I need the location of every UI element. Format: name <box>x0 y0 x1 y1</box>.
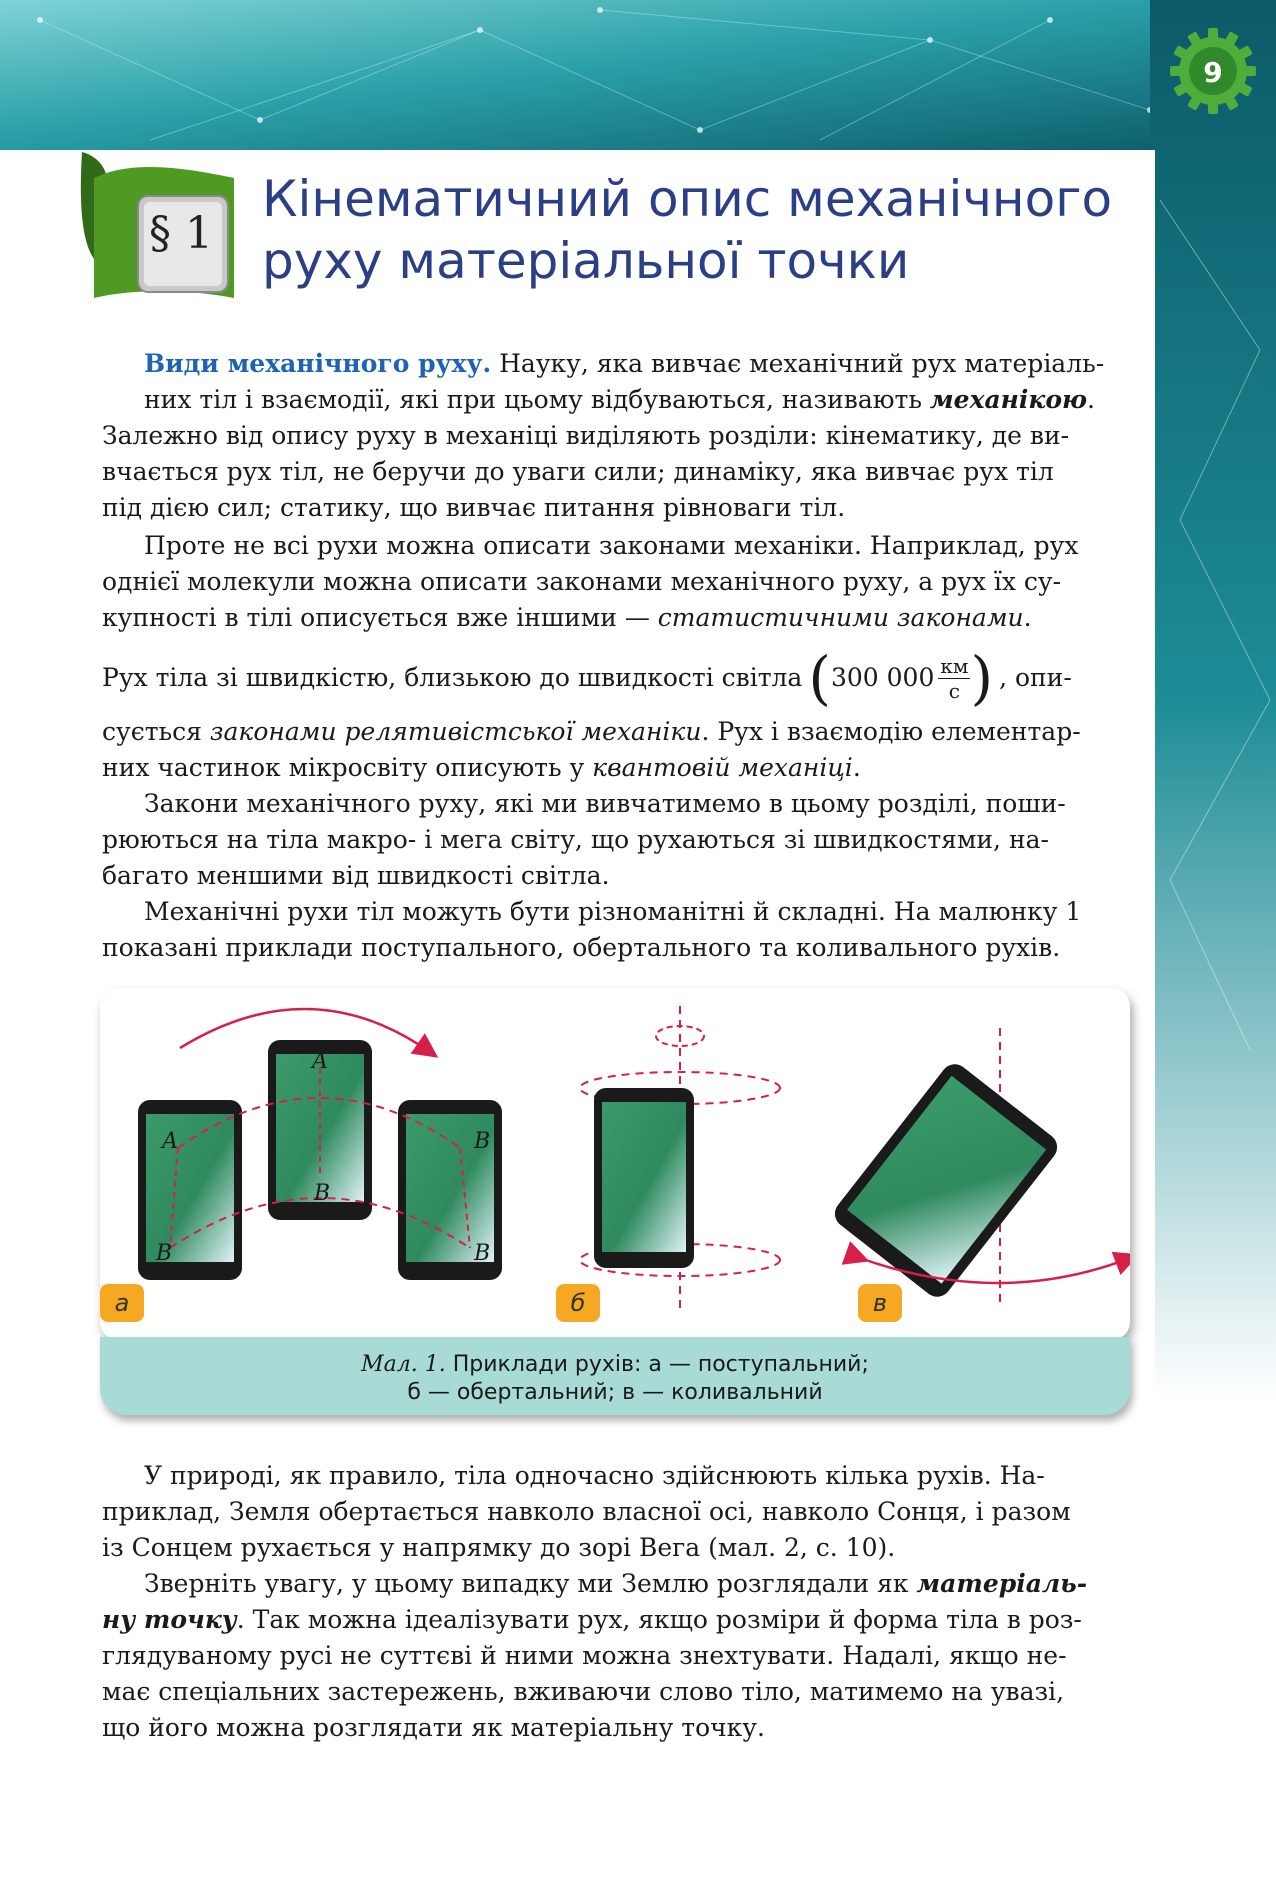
paragraph-2b <box>102 714 1132 786</box>
paragraph-5 <box>102 1458 1132 1566</box>
paragraph-6 <box>102 1566 1132 1746</box>
phone-rotating <box>594 1088 694 1268</box>
point-b-label: B <box>313 1181 331 1206</box>
text: Зверніть увагу, у цьому випадку ми Землю розглядали як матеріаль- <box>144 1569 1088 1598</box>
page-number: 9 <box>1203 56 1223 89</box>
formula-line <box>102 642 1132 714</box>
point-b-label: B <box>474 1241 491 1266</box>
text: показані приклади поступального, обертального та коливального рухів. <box>102 933 1061 962</box>
paragraph-1 <box>102 346 1132 526</box>
point-b-label: B <box>155 1241 172 1266</box>
caption-text: б — обертальний; в — коливальний <box>407 1380 823 1405</box>
figure-1 <box>100 988 1130 1340</box>
text: Залежно від опису руху в механіці виділяють розділи: кінематику, де ви- <box>102 421 1070 450</box>
text: них частинок мікросвіту описують у квантовій механіці. <box>102 753 861 782</box>
title-line: Кінематичний опис механічного <box>262 170 1113 228</box>
text: під дією сил; статику, що вивчає питання рівноваги тіл. <box>102 493 846 522</box>
text: них тіл і взаємодії, які при цьому відбуваються, називають механікою. <box>144 385 1095 414</box>
speed-formula: ( 300 000 $\frac{км}{с}$ ) <box>808 644 994 712</box>
text: купності в тілі описується вже іншими — статистичними законами. <box>102 603 1032 632</box>
text: Проте не всі рухи можна описати законами механіки. Наприклад, рух <box>144 531 1079 560</box>
point-a-label: A <box>162 1129 178 1154</box>
text: глядуваному русі не суттєві й ними можна знехтувати. Надалі, якщо не- <box>102 1641 1067 1670</box>
text: приклад, Земля обертається навколо власної осі, навколо Сонця, і разом <box>102 1497 1071 1526</box>
text: вчається рух тіл, не беручи до уваги сили; динаміку, яка вивчає рух тіл <box>102 457 1054 486</box>
unit-numerator: км <box>940 653 969 678</box>
paragraph-3 <box>102 786 1132 894</box>
figure-illustration <box>100 988 1130 1340</box>
keyword: Види механічного руху. <box>144 349 492 378</box>
phone-oscillating <box>829 1059 1062 1303</box>
text: , опи- <box>999 663 1072 692</box>
text: має спеціальних застережень, вживаючи слово тіло, матимемо на увазі, <box>102 1677 1065 1706</box>
section-title <box>262 168 1142 292</box>
header-banner <box>0 0 1276 150</box>
phone-left <box>138 1100 242 1280</box>
section-badge: § 1 <box>149 208 213 259</box>
text: Закони механічного руху, які ми вивчатимемо в цьому розділі, поши- <box>144 789 1066 818</box>
paragraph-2 <box>102 528 1132 636</box>
caption-text: Приклади рухів: а — поступальний; <box>452 1352 869 1377</box>
text: У природі, як правило, тіла одночасно здійснюють кілька рухів. На- <box>144 1461 1045 1490</box>
point-a-label: A <box>312 1049 328 1074</box>
text: Механічні рухи тіл можуть бути різноманітні й складні. На малюнку 1 <box>144 897 1082 926</box>
title-line: руху матеріальної точки <box>262 232 910 290</box>
text: сується законами релятивістської механіки. Рух і взаємодію елементар- <box>102 717 1081 746</box>
text: що його можна розглядати як матеріальну точку. <box>102 1713 765 1742</box>
text: Науку, яка вивчає механічний рух матеріаль- <box>499 349 1105 378</box>
text: із Сонцем рухається у напрямку до зорі Вега (мал. 2, с. 10). <box>102 1533 896 1562</box>
text: Рух тіла зі швидкістю, близькою до швидкості світла <box>102 663 803 692</box>
unit-denominator: с <box>948 678 960 703</box>
label-a: а <box>100 1284 144 1322</box>
text: багато меншими від швидкості світла. <box>102 861 610 890</box>
caption-label: Мал. 1. <box>361 1352 446 1377</box>
point-b-label: B <box>474 1129 491 1154</box>
label-b: б <box>556 1284 600 1322</box>
speed-value: 300 000 <box>830 663 935 692</box>
text: однієї молекули можна описати законами механічного руху, а рух їх су- <box>102 567 1062 596</box>
paragraph-4 <box>102 894 1132 966</box>
text: рюються на тіла макро- і мега світу, що рухаються зі швидкостями, на- <box>102 825 1049 854</box>
label-c: в <box>858 1284 902 1322</box>
side-decoration <box>1150 0 1276 1400</box>
text: ну точку. Так можна ідеалізувати рух, якщо розміри й форма тіла в роз- <box>102 1605 1082 1634</box>
figure-caption <box>100 1337 1130 1415</box>
